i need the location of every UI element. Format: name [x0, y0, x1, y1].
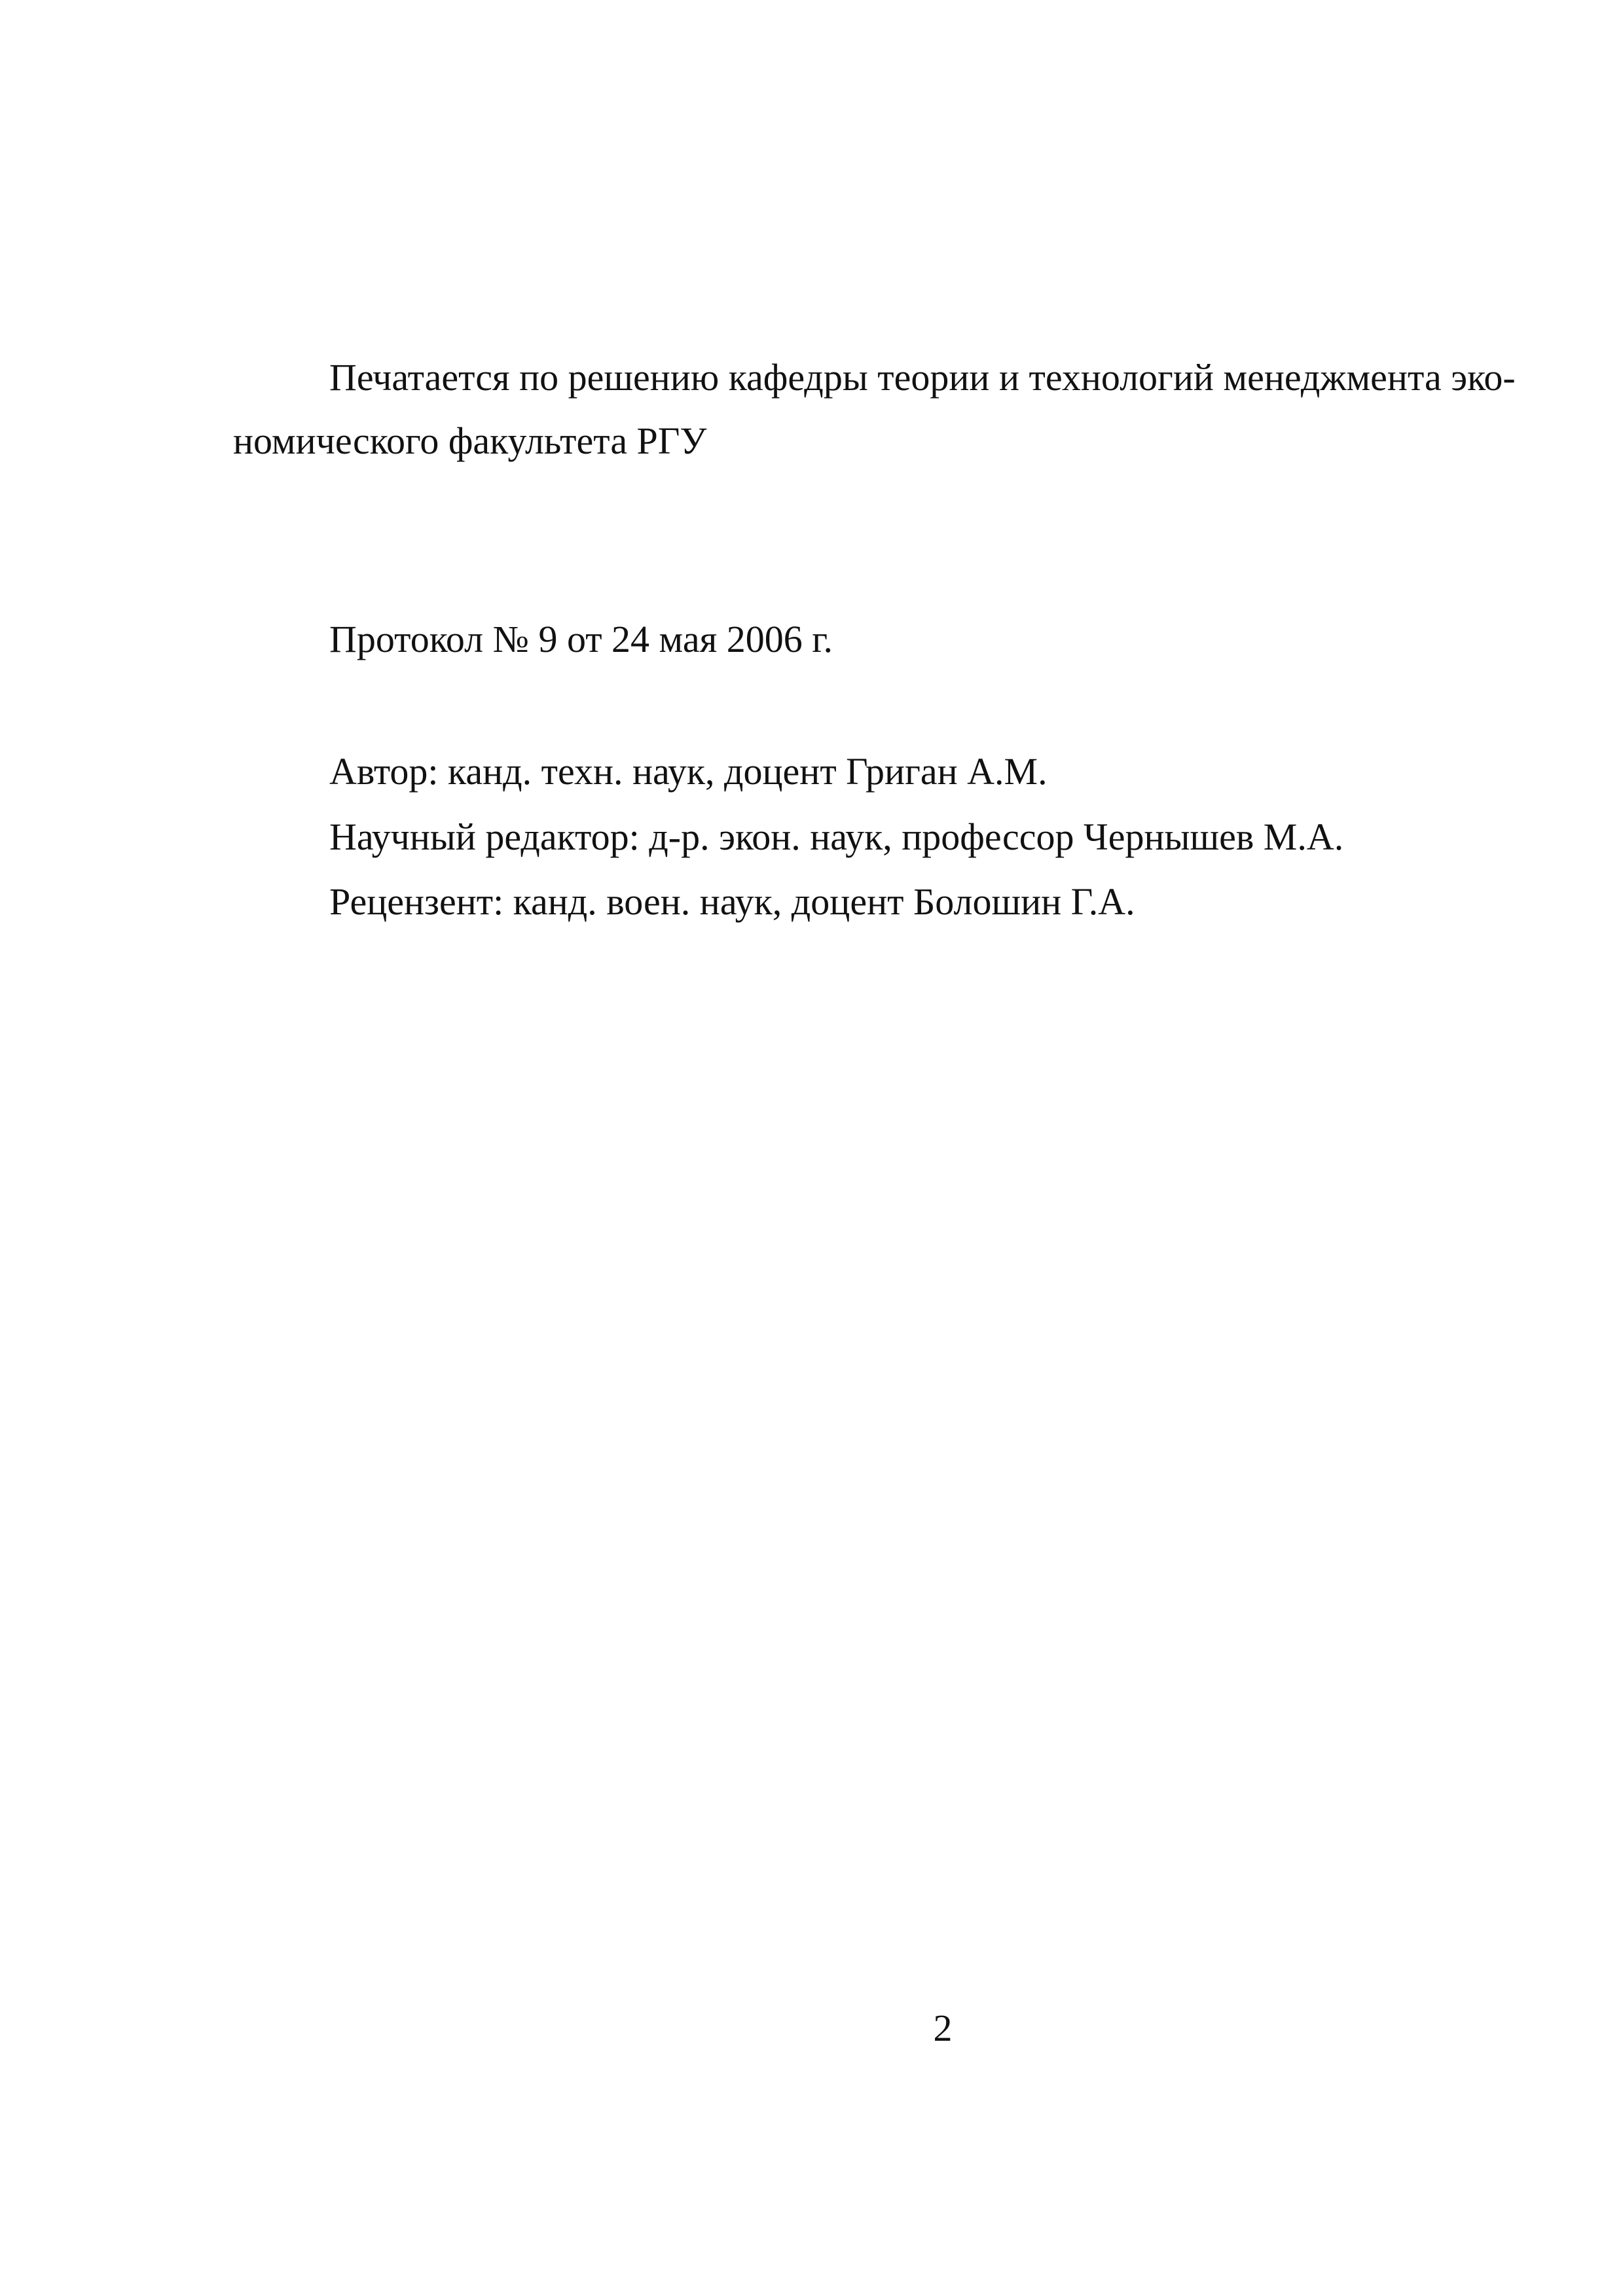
- page-number: 2: [933, 2007, 953, 2049]
- protocol-reference: Протокол № 9 от 24 мая 2006 г.: [329, 618, 833, 660]
- author-credit: Автор: канд. техн. наук, доцент Григан А.М.: [329, 750, 1048, 793]
- reviewer-credit: Рецензент: канд. воен. наук, доцент Болошин Г.А.: [329, 880, 1135, 923]
- imprint-note-line-1: Печатается по решению кафедры теории и технологий менеджмента эко-: [329, 356, 1516, 399]
- scientific-editor-credit: Научный редактор: д-р. экон. наук, профессор Чернышев М.А.: [329, 816, 1344, 858]
- imprint-note-line-2: номического факультета РГУ: [233, 420, 707, 462]
